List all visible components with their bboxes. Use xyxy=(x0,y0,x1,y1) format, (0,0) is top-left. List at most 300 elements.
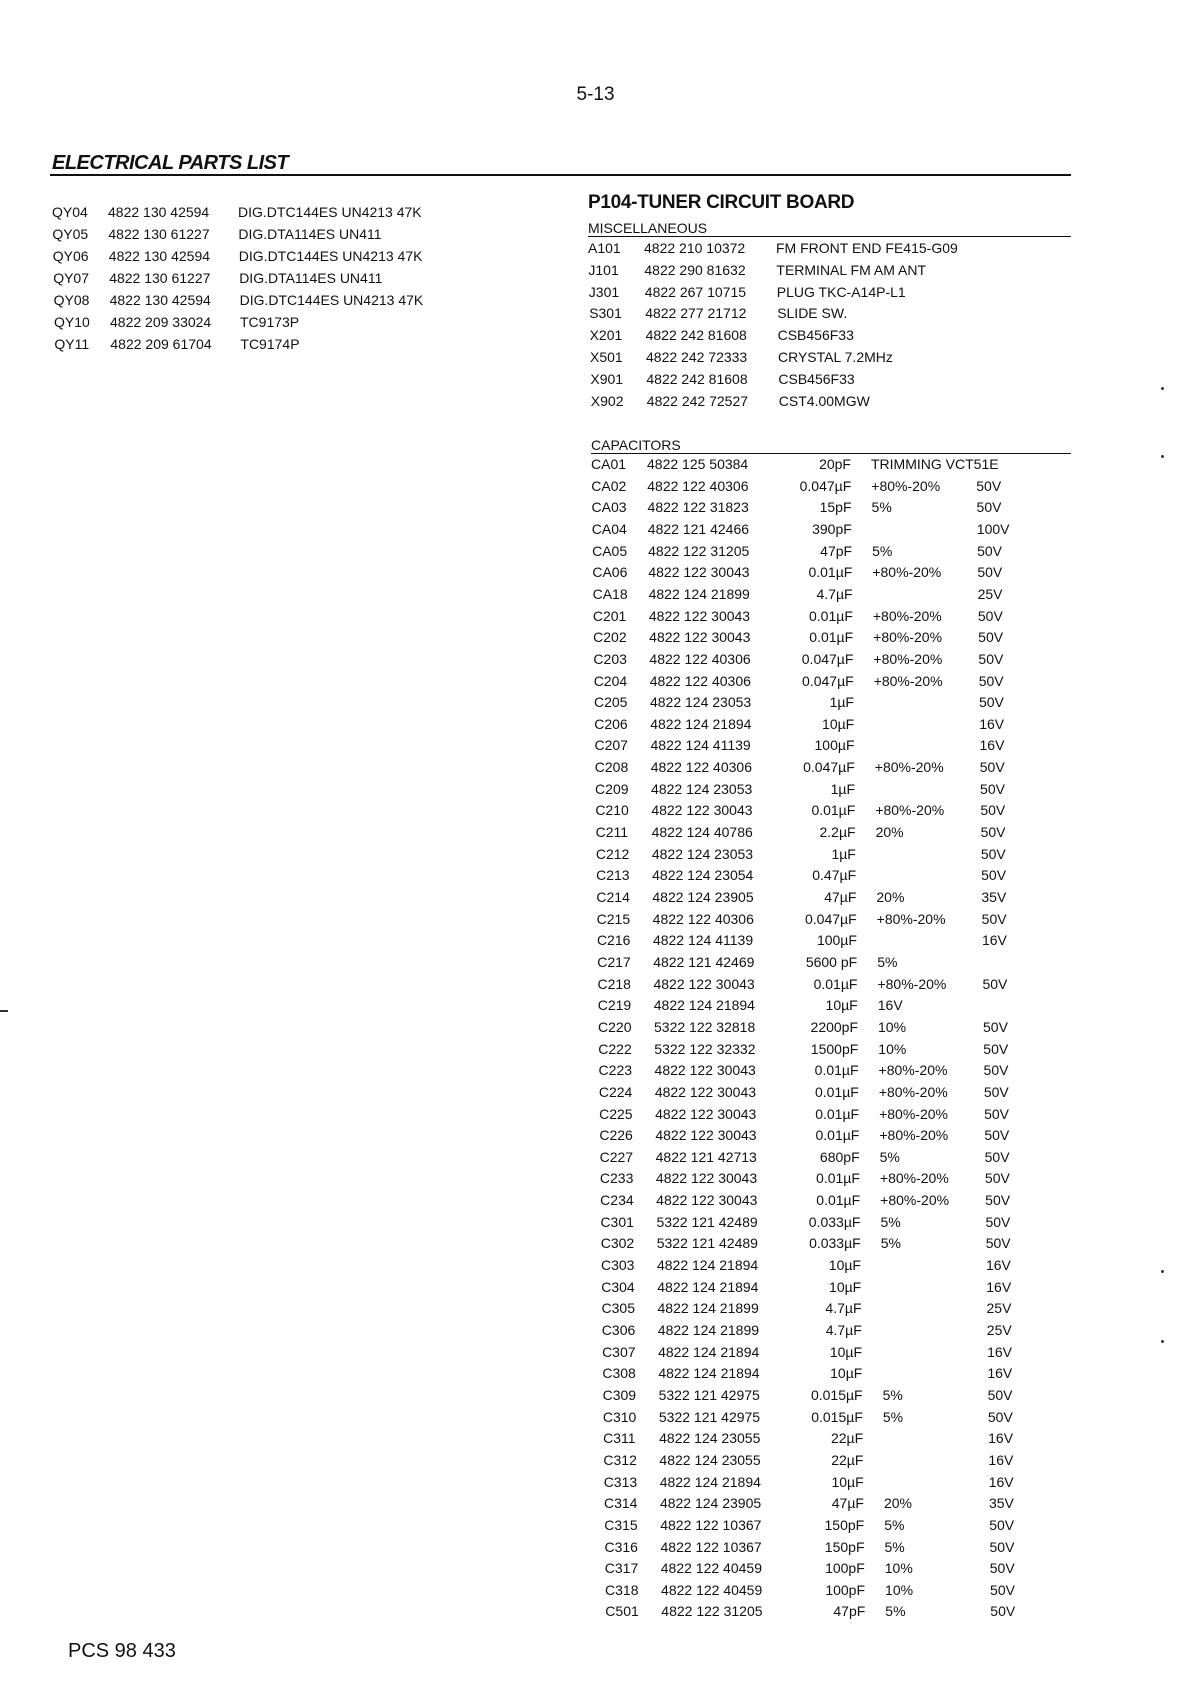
capacitance-value: 0.047µF xyxy=(801,650,854,667)
part-number: 4822 124 23053 xyxy=(651,780,753,797)
tolerance: 20% xyxy=(876,889,905,905)
part-ref: C316 xyxy=(604,1538,638,1555)
capacitance-value: 0.01µF xyxy=(809,629,854,646)
margin-mark xyxy=(0,1010,8,1012)
part-ref: QY11 xyxy=(54,336,90,352)
voltage-rating: 50V xyxy=(976,477,1002,494)
tolerance: +80%-20% xyxy=(874,759,944,776)
capacitance-value: 1500pF xyxy=(810,1040,859,1057)
part-number: 4822 122 10367 xyxy=(660,1538,762,1555)
part-description: DIG.DTA114ES UN411 xyxy=(238,226,382,242)
part-number: 4822 209 61704 xyxy=(110,336,212,352)
part-ref: C313 xyxy=(603,1473,638,1490)
voltage-rating: 50V xyxy=(980,780,1005,797)
part-number: 4822 242 72333 xyxy=(646,349,748,365)
part-ref: C309 xyxy=(602,1386,637,1403)
part-number: 4822 122 40306 xyxy=(650,759,752,776)
tolerance: 10% xyxy=(884,1560,913,1577)
part-number: 5322 121 42975 xyxy=(658,1386,760,1403)
part-number: 4822 124 23905 xyxy=(652,889,754,905)
voltage-rating: 16V xyxy=(988,1473,1014,1490)
capacitance-value: 2200pF xyxy=(810,1018,859,1035)
part-ref: X902 xyxy=(590,392,624,409)
part-number: 5322 122 32332 xyxy=(654,1040,756,1057)
capacitance-value: 10µF xyxy=(830,1365,863,1382)
part-note: TRIMMING VCT51E xyxy=(871,456,999,472)
capacitance-value: 2.2µF xyxy=(819,824,856,841)
part-ref: QY10 xyxy=(54,314,90,330)
part-ref: C206 xyxy=(594,715,628,732)
part-number: 4822 124 23053 xyxy=(651,845,754,862)
capacitance-value: 0.01µF xyxy=(811,802,856,819)
capacitance-value: 0.01µF xyxy=(814,1062,859,1079)
part-description: CST4.00MGW xyxy=(778,392,870,409)
voltage-rating: 50V xyxy=(983,1040,1009,1057)
tolerance: 20% xyxy=(875,824,904,841)
capacitance-value: 150pF xyxy=(824,1516,865,1533)
part-ref: QY05 xyxy=(52,226,89,242)
part-number: 4822 124 21894 xyxy=(658,1343,760,1360)
voltage-rating: 50V xyxy=(990,1603,1016,1620)
voltage-rating: 16V xyxy=(986,1278,1012,1295)
part-number: 4822 122 30043 xyxy=(648,607,751,624)
part-number: 4822 124 40786 xyxy=(651,824,753,841)
capacitance-value: 0.047µF xyxy=(799,477,852,494)
part-ref: C216 xyxy=(596,932,631,949)
capacitance-value: 47µF xyxy=(824,889,857,905)
capacitance-value: 0.01µF xyxy=(808,564,853,581)
part-number: 4822 242 81608 xyxy=(646,370,748,387)
part-ref: C501 xyxy=(605,1603,639,1620)
part-number: 4822 210 10372 xyxy=(644,240,746,256)
part-number: 4822 124 21894 xyxy=(653,997,755,1014)
voltage-rating: 25V xyxy=(986,1300,1012,1317)
part-ref: C208 xyxy=(594,759,629,776)
tolerance: +80%-20% xyxy=(875,802,945,819)
tolerance: +80%-20% xyxy=(879,1127,949,1144)
tolerance: 5% xyxy=(880,1235,901,1252)
tolerance: +80%-20% xyxy=(873,672,943,689)
voltage-rating: 50V xyxy=(976,499,1002,516)
tolerance: 5% xyxy=(884,1538,905,1555)
part-ref: C318 xyxy=(605,1581,639,1598)
part-number: 4822 130 42594 xyxy=(108,204,210,220)
part-number: 4822 277 21712 xyxy=(645,305,747,322)
voltage-rating: 16V xyxy=(988,1451,1014,1468)
part-number: 4822 122 30043 xyxy=(653,975,755,992)
capacitance-value: 0.01µF xyxy=(809,607,853,624)
part-description: DIG.DTA114ES UN411 xyxy=(239,270,383,286)
capacitance-value: 0.01µF xyxy=(814,1083,859,1100)
voltage-rating: 50V xyxy=(989,1516,1015,1533)
part-ref: C311 xyxy=(603,1430,636,1447)
part-ref: C215 xyxy=(596,910,631,927)
voltage-rating: 50V xyxy=(984,1170,1010,1187)
capacitance-value: 0.01µF xyxy=(816,1192,861,1209)
tolerance: +80%-20% xyxy=(878,1083,948,1100)
capacitance-value: 4.7µF xyxy=(825,1322,862,1338)
part-description: FM FRONT END FE415-G09 xyxy=(776,240,958,256)
capacitance-value: 10µF xyxy=(825,997,858,1014)
cap-heading: CAPACITORS xyxy=(591,437,681,453)
capacitance-value: 4.7µF xyxy=(825,1300,862,1317)
misc-rule xyxy=(588,236,1071,237)
part-number: 4822 122 40459 xyxy=(661,1581,763,1598)
part-number: 4822 124 23054 xyxy=(652,867,754,884)
capacitance-value: 100pF xyxy=(825,1560,865,1577)
part-number: 4822 122 10367 xyxy=(660,1516,762,1533)
capacitance-value: 0.01µF xyxy=(815,1105,860,1122)
margin-mark xyxy=(1161,455,1164,458)
capacitance-value: 47µF xyxy=(831,1495,864,1512)
tolerance: +80%-20% xyxy=(877,975,947,992)
part-number: 4822 124 23905 xyxy=(659,1495,762,1512)
capacitance-value: 4.7µF xyxy=(816,585,853,602)
part-number: 4822 122 30043 xyxy=(654,1083,757,1100)
voltage-rating: 50V xyxy=(983,1062,1009,1079)
part-ref: C224 xyxy=(598,1083,633,1100)
section-title: ELECTRICAL PARTS LIST xyxy=(52,152,289,174)
part-ref: CA03 xyxy=(591,499,627,516)
part-ref: QY04 xyxy=(52,204,88,220)
part-number: 5322 121 42489 xyxy=(656,1213,758,1230)
part-ref: QY08 xyxy=(53,292,90,308)
part-number: 4822 122 40306 xyxy=(649,650,751,667)
capacitance-value: 0.01µF xyxy=(816,1170,860,1187)
title-rule xyxy=(50,174,1071,176)
tolerance: +80%-20% xyxy=(879,1105,948,1122)
capacitance-value: 15pF xyxy=(819,499,852,516)
part-number: 4822 124 41139 xyxy=(650,737,751,754)
voltage-rating: 50V xyxy=(977,542,1002,559)
capacitance-value: 0.033µF xyxy=(808,1213,861,1230)
capacitance-value: 390pF xyxy=(812,520,852,537)
capacitance-value: 0.47µF xyxy=(812,867,857,884)
part-ref: C310 xyxy=(602,1408,637,1425)
part-ref: C223 xyxy=(598,1062,633,1079)
part-description: DIG.DTC144ES UN4213 47K xyxy=(238,204,422,220)
part-number: 4822 242 72527 xyxy=(646,392,749,409)
part-description: CSB456F33 xyxy=(777,327,854,344)
part-number: 4822 124 21899 xyxy=(648,585,750,602)
part-ref: CA18 xyxy=(592,585,628,602)
part-ref: X901 xyxy=(590,370,624,387)
capacitance-value: 47pF xyxy=(820,542,853,559)
part-ref: A101 xyxy=(588,240,621,256)
part-ref: X201 xyxy=(589,327,623,344)
part-ref: C207 xyxy=(594,737,628,754)
part-ref: CA04 xyxy=(591,520,627,537)
tolerance: +80%-20% xyxy=(873,629,943,646)
part-number: 4822 122 40306 xyxy=(649,672,751,689)
tolerance: 10% xyxy=(878,1040,907,1057)
part-ref: C202 xyxy=(593,629,627,646)
part-number: 4822 124 23055 xyxy=(659,1430,761,1447)
tolerance: 20% xyxy=(883,1495,912,1512)
tolerance: +80%-20% xyxy=(872,564,942,581)
part-number: 4822 124 21894 xyxy=(658,1365,760,1382)
part-ref: C210 xyxy=(595,802,629,819)
part-number: 4822 122 30043 xyxy=(655,1170,758,1187)
capacitance-value: 10µF xyxy=(822,715,855,732)
part-number: 4822 124 21894 xyxy=(657,1278,759,1295)
voltage-rating: 50V xyxy=(987,1408,1013,1425)
capacitance-value: 1µF xyxy=(830,780,856,797)
voltage-rating: 16V xyxy=(979,737,1005,754)
tolerance: 10% xyxy=(885,1581,914,1598)
capacitance-value: 100µF xyxy=(816,932,857,949)
part-ref: C201 xyxy=(592,607,627,624)
part-description: SLIDE SW. xyxy=(777,305,848,322)
part-ref: QY07 xyxy=(53,270,89,286)
margin-mark xyxy=(1161,1270,1164,1273)
capacitance-value: 680pF xyxy=(819,1148,860,1165)
capacitance-value: 0.01µF xyxy=(813,975,858,992)
part-number: 4822 124 41139 xyxy=(652,932,754,949)
voltage-rating: 16V xyxy=(985,1257,1011,1274)
voltage-rating: 50V xyxy=(984,1127,1010,1144)
part-number: 4822 130 61227 xyxy=(109,270,211,286)
part-number: 4822 124 21899 xyxy=(657,1322,760,1338)
part-ref: C307 xyxy=(602,1343,636,1360)
part-number: 4822 122 40306 xyxy=(647,477,749,494)
voltage-rating: 25V xyxy=(977,585,1003,602)
part-ref: C314 xyxy=(603,1495,638,1512)
tolerance: 5% xyxy=(882,1386,903,1403)
capacitance-value: 100pF xyxy=(825,1581,866,1598)
part-ref: C227 xyxy=(599,1148,634,1165)
capacitance-value: 0.047µF xyxy=(802,672,854,689)
voltage-rating: 16V xyxy=(987,1365,1013,1382)
capacitance-value: 0.015µF xyxy=(810,1386,863,1403)
margin-mark xyxy=(1161,387,1164,390)
part-number: 4822 122 30043 xyxy=(656,1192,758,1209)
voltage-rating: 25V xyxy=(986,1322,1012,1338)
part-number: 4822 122 30043 xyxy=(649,629,751,646)
part-ref: C306 xyxy=(601,1322,636,1338)
capacitance-value: 0.033µF xyxy=(809,1235,861,1252)
part-ref: X501 xyxy=(590,349,623,365)
part-number: 4822 124 23053 xyxy=(649,694,752,711)
part-number: 4822 124 23055 xyxy=(659,1451,761,1468)
capacitance-value: 10µF xyxy=(829,1278,862,1295)
voltage-rating: 50V xyxy=(989,1560,1015,1577)
tolerance: 5% xyxy=(879,1148,900,1165)
tolerance: +80%-20% xyxy=(871,477,941,494)
capacitance-value: 0.047µF xyxy=(803,759,855,776)
voltage-rating: 50V xyxy=(985,1192,1011,1209)
part-description: TC9174P xyxy=(240,336,300,352)
part-number: 4822 122 31205 xyxy=(661,1603,763,1620)
voltage-rating: 35V xyxy=(981,889,1007,905)
part-ref: C205 xyxy=(593,694,628,711)
tolerance: 5% xyxy=(871,499,892,516)
part-ref: C312 xyxy=(603,1451,637,1468)
part-number: 4822 122 30043 xyxy=(648,564,750,581)
voltage-rating: 100V xyxy=(976,520,1010,537)
voltage-rating: 16V xyxy=(988,1430,1014,1447)
voltage-rating: 50V xyxy=(981,867,1007,884)
tolerance: 5% xyxy=(880,1213,901,1230)
part-ref: J101 xyxy=(588,261,619,278)
part-number: 4822 121 42713 xyxy=(655,1148,757,1165)
voltage-rating: 50V xyxy=(980,824,1006,841)
part-number: 4822 122 40306 xyxy=(652,910,754,927)
part-number: 4822 125 50384 xyxy=(647,456,749,472)
page-number: 5-13 xyxy=(576,84,615,105)
part-ref: C233 xyxy=(599,1170,634,1187)
voltage-rating: 50V xyxy=(982,975,1008,992)
part-number: 4822 122 30043 xyxy=(655,1105,757,1122)
part-number: 4822 124 21894 xyxy=(659,1473,761,1490)
voltage-rating: 50V xyxy=(978,694,1004,711)
voltage-rating: 50V xyxy=(983,1018,1008,1035)
part-ref: C203 xyxy=(593,650,627,667)
tolerance: +80%-20% xyxy=(879,1170,949,1187)
part-ref: CA02 xyxy=(591,477,627,494)
part-ref: C219 xyxy=(597,997,632,1014)
voltage-rating: 50V xyxy=(989,1538,1015,1555)
voltage-rating: 50V xyxy=(977,607,1003,624)
part-ref: C204 xyxy=(593,672,628,689)
tolerance: 10% xyxy=(878,1018,907,1035)
capacitance-value: 22µF xyxy=(831,1451,864,1468)
board-title: P104-TUNER CIRCUIT BOARD xyxy=(588,192,855,213)
capacitance-value: 10µF xyxy=(831,1473,864,1490)
part-ref: C209 xyxy=(595,780,629,797)
tolerance: +80%-20% xyxy=(872,607,942,624)
voltage-rating: 50V xyxy=(980,845,1006,862)
capacitance-value: 1µF xyxy=(831,845,856,862)
tolerance: 5% xyxy=(884,1516,905,1533)
part-ref: C213 xyxy=(596,867,630,884)
voltage-rating: 50V xyxy=(984,1148,1010,1165)
part-number: 5322 122 32818 xyxy=(654,1018,756,1035)
part-ref: C305 xyxy=(601,1300,635,1317)
part-number: 4822 242 81608 xyxy=(645,327,747,344)
part-ref: C304 xyxy=(601,1278,635,1295)
part-ref: C303 xyxy=(600,1257,635,1274)
capacitance-value: 20pF xyxy=(819,456,851,472)
voltage-rating: 50V xyxy=(984,1105,1010,1122)
capacitance-value: 10µF xyxy=(828,1257,861,1274)
voltage-rating: 50V xyxy=(990,1581,1015,1598)
part-number: 4822 124 21899 xyxy=(657,1300,759,1317)
capacitance-value: 100µF xyxy=(814,737,855,754)
part-number: 4822 122 30043 xyxy=(655,1127,757,1144)
part-number: 4822 122 30043 xyxy=(651,802,753,819)
part-ref: C234 xyxy=(600,1192,634,1209)
voltage-rating: 50V xyxy=(981,910,1007,927)
part-number: 4822 124 21894 xyxy=(650,715,752,732)
part-number: 4822 124 21894 xyxy=(656,1257,759,1274)
part-ref: C212 xyxy=(595,845,630,862)
tolerance: 5% xyxy=(885,1603,906,1620)
margin-mark xyxy=(1161,1340,1164,1343)
part-ref: C315 xyxy=(604,1516,638,1533)
part-number: 4822 130 42594 xyxy=(109,292,211,308)
tolerance: +80%-20% xyxy=(876,910,946,927)
tolerance: 5% xyxy=(882,1408,904,1425)
part-ref: S301 xyxy=(589,305,622,322)
tolerance: +80%-20% xyxy=(880,1192,950,1209)
voltage-rating: 50V xyxy=(978,629,1004,646)
capacitance-value: 22µF xyxy=(830,1430,864,1447)
part-ref: C211 xyxy=(595,824,629,841)
part-number: 4822 209 33024 xyxy=(110,314,212,330)
part-ref: C308 xyxy=(602,1365,636,1382)
voltage-rating: 16V xyxy=(987,1343,1012,1360)
part-ref: CA05 xyxy=(592,542,628,559)
part-description: TERMINAL FM AM ANT xyxy=(776,261,926,278)
part-ref: C225 xyxy=(599,1105,633,1122)
voltage-rating: 50V xyxy=(977,564,1003,581)
voltage-rating: 35V xyxy=(988,1495,1014,1512)
capacitance-value: 1µF xyxy=(829,694,854,711)
capacitance-value: 0.047µF xyxy=(805,910,857,927)
part-ref: C226 xyxy=(599,1127,633,1144)
tolerance: 16V xyxy=(877,997,903,1014)
voltage-rating: 50V xyxy=(983,1083,1009,1100)
part-ref: C317 xyxy=(604,1560,639,1577)
capacitance-value: 47pF xyxy=(833,1603,866,1620)
voltage-rating: 50V xyxy=(980,802,1006,819)
part-ref: C218 xyxy=(597,975,631,992)
part-number: 5322 121 42489 xyxy=(656,1235,758,1252)
voltage-rating: 16V xyxy=(981,932,1007,949)
part-description: PLUG TKC-A14P-L1 xyxy=(776,283,906,300)
capacitance-value: 0.015µF xyxy=(811,1408,863,1425)
part-number: 4822 122 40459 xyxy=(660,1560,762,1577)
part-number: 4822 121 42469 xyxy=(653,953,755,970)
part-description: CRYSTAL 7.2MHz xyxy=(778,349,893,365)
part-ref: C214 xyxy=(596,889,630,905)
voltage-rating: 50V xyxy=(985,1213,1011,1230)
part-description: TC9173P xyxy=(240,314,300,330)
capacitance-value: 150pF xyxy=(824,1538,865,1555)
part-ref: C301 xyxy=(600,1213,634,1230)
part-number: 5322 121 42975 xyxy=(658,1408,761,1425)
part-ref: J301 xyxy=(588,283,620,300)
part-description: CSB456F33 xyxy=(778,370,855,387)
voltage-rating: 50V xyxy=(987,1386,1013,1403)
part-ref: C220 xyxy=(598,1018,632,1035)
voltage-rating: 50V xyxy=(978,672,1004,689)
part-number: 4822 130 61227 xyxy=(108,226,210,242)
part-number: 4822 122 31823 xyxy=(647,499,749,516)
part-ref: C217 xyxy=(597,953,631,970)
part-ref: CA01 xyxy=(591,456,627,472)
part-ref: C302 xyxy=(600,1235,635,1252)
voltage-rating: 50V xyxy=(978,650,1004,667)
part-ref: CA06 xyxy=(592,564,628,581)
voltage-rating: 50V xyxy=(985,1235,1011,1252)
part-ref: C222 xyxy=(598,1040,632,1057)
capacitance-value: 0.01µF xyxy=(815,1127,860,1144)
tolerance: +80%-20% xyxy=(878,1062,948,1079)
part-number: 4822 267 10715 xyxy=(644,283,747,300)
part-description: DIG.DTC144ES UN4213 47K xyxy=(238,248,423,264)
voltage-rating: 16V xyxy=(979,715,1005,732)
part-number: 4822 130 42594 xyxy=(108,248,211,264)
tolerance: +80%-20% xyxy=(873,650,943,667)
capacitance-value: 5600 pF xyxy=(805,953,858,970)
part-ref: QY06 xyxy=(52,248,89,264)
footer-code: PCS 98 433 xyxy=(68,1640,176,1662)
capacitance-value: 10µF xyxy=(829,1343,863,1360)
part-number: 4822 290 81632 xyxy=(644,261,746,278)
misc-heading: MISCELLANEOUS xyxy=(588,220,708,236)
